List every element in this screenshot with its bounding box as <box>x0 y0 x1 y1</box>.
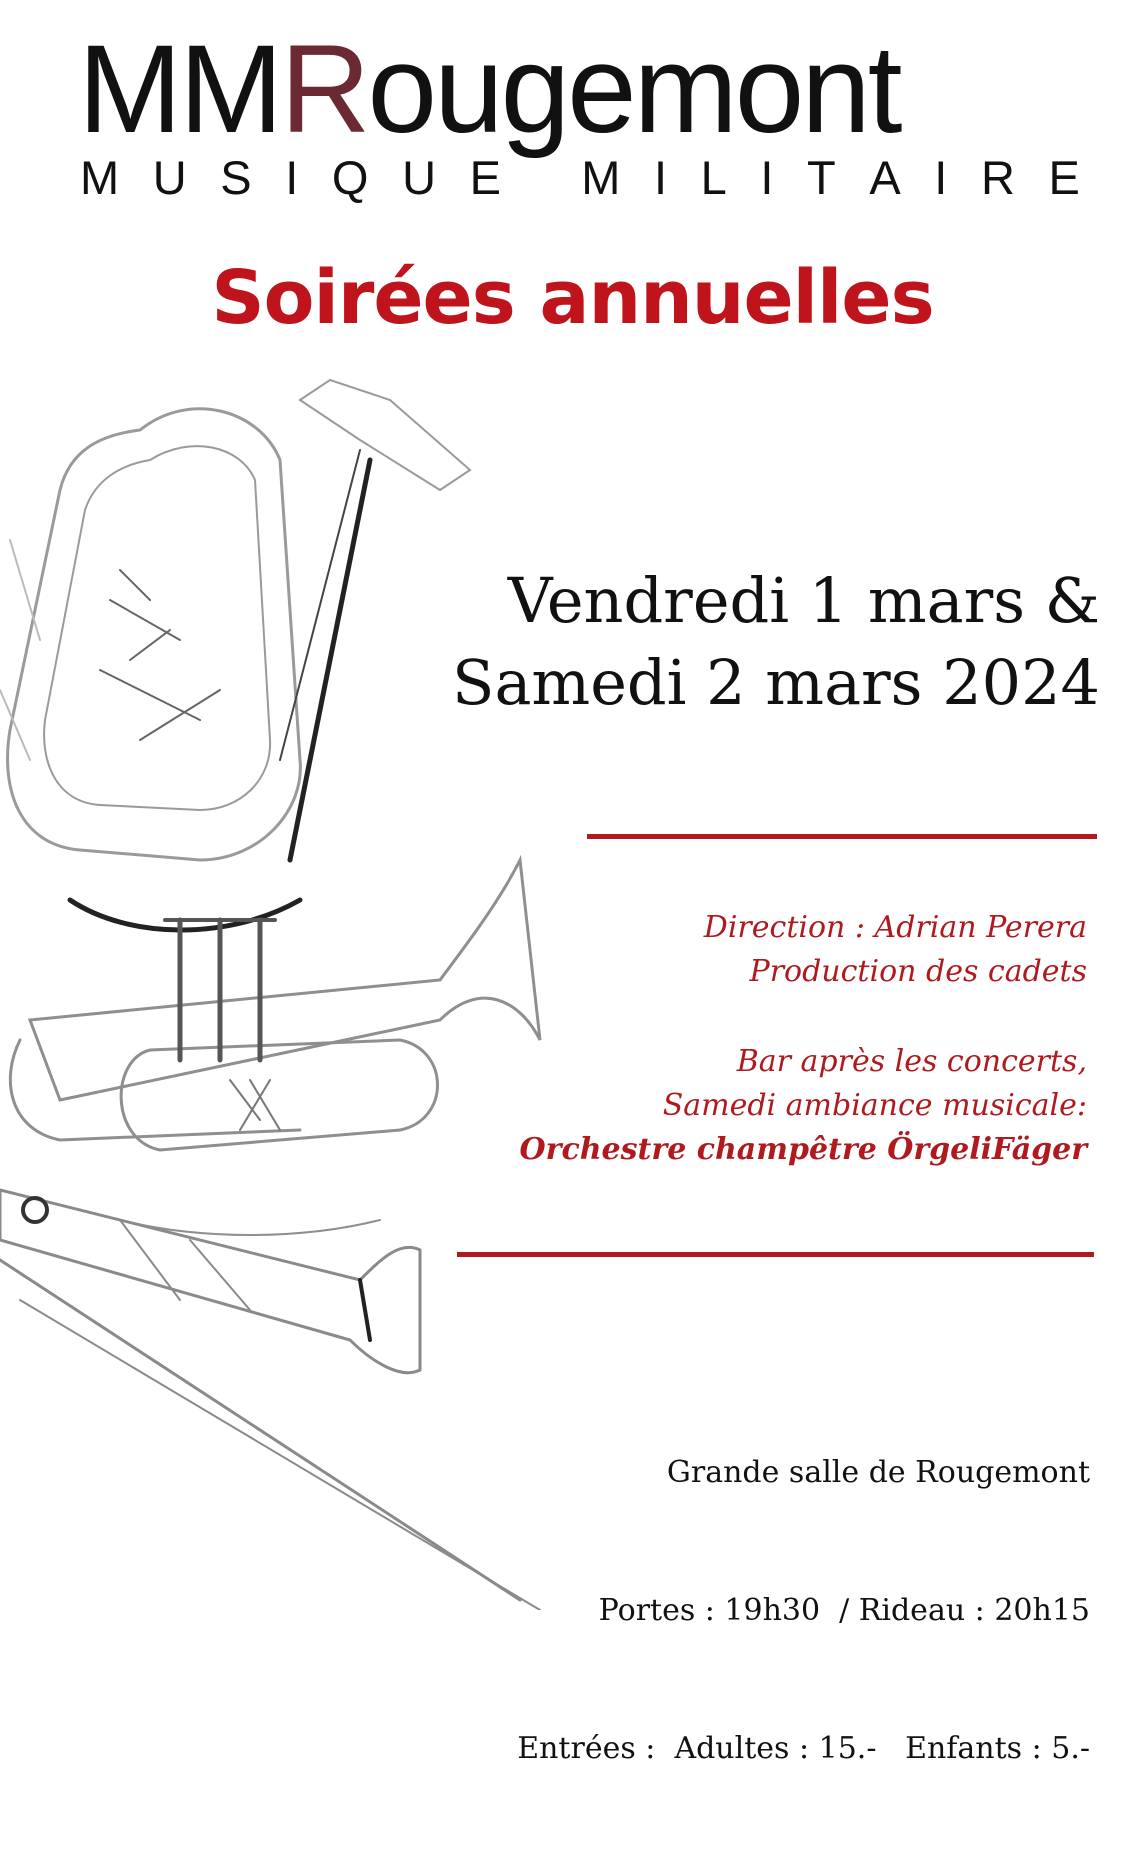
logo-subtitle-letter: T <box>807 151 836 204</box>
event-dates <box>452 560 1100 724</box>
logo-subtitle-letter: I <box>653 151 668 204</box>
logo-subtitle-letter: S <box>220 151 252 204</box>
schedule-line: Portes : 19h30 / Rideau : 20h15 <box>598 1593 1090 1628</box>
logo-subtitle-letter: I <box>934 151 948 204</box>
date-line-2: Samedi 2 mars 2024 <box>451 646 1100 719</box>
divider-top <box>587 834 1097 839</box>
logo-prefix: MM <box>78 20 281 159</box>
logo-subtitle-letter: M <box>80 151 120 204</box>
venue-block <box>517 1358 1090 1864</box>
trumpet-sketch-icon <box>10 860 540 1235</box>
orchestra-line: Orchestre champêtre ÖrgeliFäger <box>519 1132 1087 1167</box>
direction-block <box>704 906 1087 994</box>
logo-subtitle-letter: A <box>869 151 901 204</box>
direction-line: Direction : Adrian Perera <box>703 910 1087 945</box>
logo-suffix: ougemont <box>367 20 900 159</box>
tuba-sketch-icon <box>0 380 470 930</box>
logo-subtitle-letter: Q <box>331 151 369 204</box>
logo-subtitle <box>80 150 1080 206</box>
logo-subtitle-letter: U <box>402 151 437 204</box>
logo-subtitle-gap <box>535 150 548 206</box>
logo-subtitle-letter: U <box>152 151 187 204</box>
extras-block <box>520 1040 1087 1172</box>
venue-name: Grande salle de Rougemont <box>666 1455 1090 1490</box>
divider-bottom <box>457 1252 1094 1257</box>
logo-subtitle-letter: R <box>980 151 1015 204</box>
logo-subtitle-letter: L <box>700 151 727 204</box>
prices-line: Entrées : Adultes : 15.- Enfants : 5.- <box>517 1731 1090 1766</box>
bar-line: Bar après les concerts, <box>736 1044 1087 1079</box>
production-line: Production des cadets <box>749 954 1087 989</box>
logo-subtitle-letter: E <box>469 151 501 204</box>
brand-logo <box>78 20 1080 204</box>
ambiance-line: Samedi ambiance musicale: <box>662 1088 1087 1123</box>
logo-subtitle-letter: M <box>581 151 621 204</box>
logo-subtitle-letter: E <box>1048 151 1080 204</box>
date-line-1: Vendredi 1 mars & <box>507 564 1100 637</box>
poster-title: Soirées annuelles <box>211 255 934 341</box>
logo-subtitle-letter: I <box>285 151 299 204</box>
logo-wordmark <box>78 20 1078 159</box>
logo-accent-letter: R <box>280 20 368 159</box>
logo-subtitle-letter: I <box>760 151 774 204</box>
